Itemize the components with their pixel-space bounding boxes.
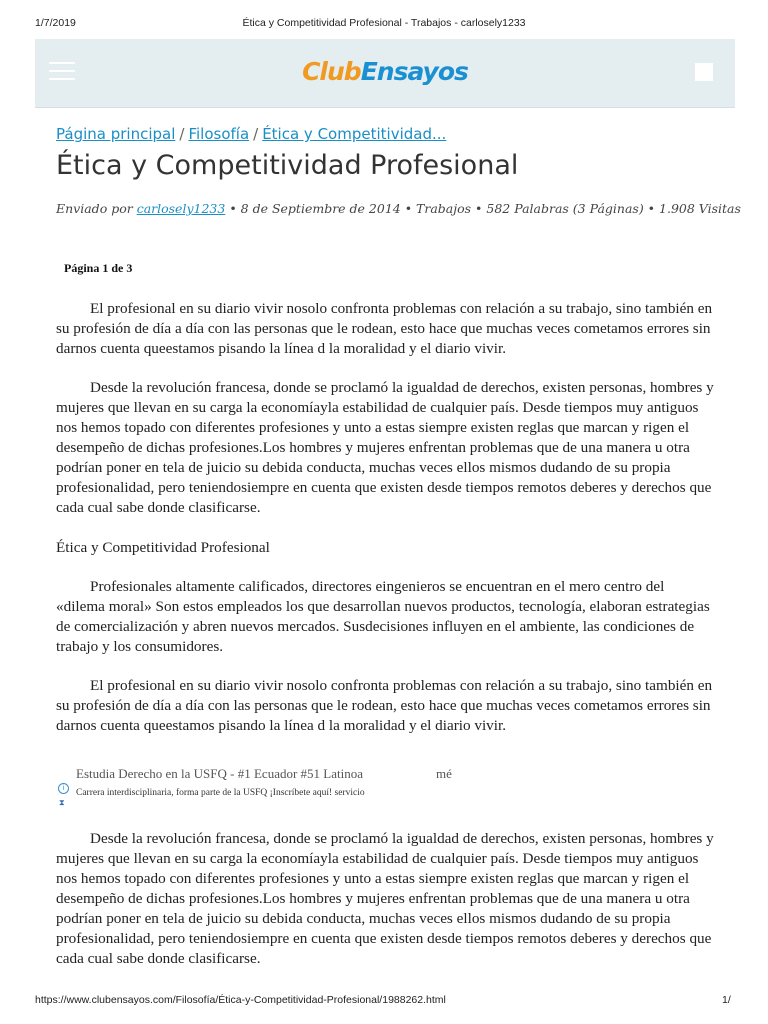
site-logo[interactable] (35, 57, 735, 86)
ad-close-icon[interactable]: ⧗ (59, 798, 65, 807)
info-icon[interactable]: i (58, 783, 69, 794)
ad-description: Carrera interdisciplinaria, forma parte de la USFQ ¡Inscríbete aquí! servicio (76, 788, 365, 798)
ad-title-truncated: mé (436, 766, 452, 781)
article-paragraph (56, 829, 716, 969)
breadcrumb-home-link[interactable]: Página principal (56, 125, 176, 143)
square-icon[interactable] (695, 63, 713, 81)
meta-prefix: Enviado por (56, 201, 133, 216)
logo-club-text: Club (302, 57, 361, 86)
ad-block[interactable] (56, 764, 476, 810)
page-indicator: Página 1 de 3 (64, 261, 133, 275)
print-page-number: 1/ (722, 994, 731, 1006)
print-footer (0, 994, 768, 1010)
author-link[interactable]: carlosely1233 (136, 201, 226, 216)
site-header (35, 39, 735, 108)
page-title: Ética y Competitividad Profesional (56, 150, 519, 181)
breadcrumb-category-link[interactable]: Filosofía (188, 125, 250, 143)
print-url: https://www.clubensayos.com/Filosofía/Ética-y-Competitividad-Profesional/1988262.html (35, 994, 446, 1006)
article-paragraph (56, 577, 716, 657)
breadcrumb-current-link[interactable]: Ética y Competitividad... (262, 125, 447, 143)
article-paragraph (56, 378, 716, 518)
paragraph-text: Profesionales altamente calificados, directores eingenieros se encuentran en el mero centro del «dilema moral» Son estos empleados los que desarrollan nuevos productos, tecnología, elaboran estrategias de comercialización y abren nuevos mercados. Susdecisiones influyen en el ambiente, las condiciones de trabajo y los consumidores. (56, 578, 710, 655)
paragraph-text: El profesional en su diario vivir nosolo confronta problemas con relación a su trabajo, sino también en su profesión de día a día con las personas que le rodean, esto hace que muchas veces cometamos errores sin darnos cuenta queestamos pisando la línea d la moralidad y el diario vivir. (56, 677, 713, 734)
article-subheading (56, 538, 716, 558)
breadcrumb (56, 125, 446, 143)
paragraph-text: El profesional en su diario vivir nosolo confronta problemas con relación a su trabajo, sino también en su profesión de día a día con las personas que le rodean, esto hace que muchas veces cometamos errores sin darnos cuenta queestamos pisando la línea d la moralidad y el diario vivir. (56, 300, 713, 357)
print-title: Ética y Competitividad Profesional - Trabajos - carlosely1233 (242, 17, 526, 29)
breadcrumb-separator: / (179, 125, 185, 143)
meta-details: • 8 de Septiembre de 2014 • Trabajos • 582 Palabras (3 Páginas) • 1.908 Visitas (229, 201, 741, 216)
ad-title[interactable]: Estudia Derecho en la USFQ - #1 Ecuador #51 Latinoa (76, 766, 364, 781)
breadcrumb-separator: / (253, 125, 259, 143)
subheading-text: Ética y Competitividad Profesional (56, 539, 270, 556)
paragraph-text: Desde la revolución francesa, donde se proclamó la igualdad de derechos, existen personas, hombres y mujeres que llevan en su carga la economíayla estabilidad de cualquier país. Desde tiempos muy antiguos nos hemos topado con diferentes profesiones y unto a estas siempre existen reglas que marcan y rigen el desempeño de dichas profesiones.Los hombres y mujeres enfrentan problemas que de una manera u otra podrían poner en tela de juicio su debida conducta, muchas veces ellos mismos dudando de su propia profesionalidad, pero teniendosiempre en cuenta que existen desde tiempos remotos deberes y derechos que cada cual sabe donde clasificarse. (56, 830, 714, 967)
article-meta (56, 201, 741, 216)
logo-ensayos-text: Ensayos (360, 57, 468, 86)
paragraph-text: Desde la revolución francesa, donde se proclamó la igualdad de derechos, existen personas, hombres y mujeres que llevan en su carga la economíayla estabilidad de cualquier país. Desde tiempos muy antiguos nos hemos topado con diferentes profesiones y unto a estas siempre existen reglas que marcan y rigen el desempeño de dichas profesiones.Los hombres y mujeres enfrentan problemas que de una manera u otra podrían poner en tela de juicio su debida conducta, muchas veces ellos mismos dudando de su propia profesionalidad, pero teniendosiempre en cuenta que existen desde tiempos remotos deberes y derechos que cada cual sabe donde clasificarse. (56, 379, 714, 516)
article-paragraph (56, 299, 716, 359)
print-date: 1/7/2019 (35, 17, 76, 29)
article-paragraph (56, 676, 716, 736)
print-header (0, 17, 768, 33)
